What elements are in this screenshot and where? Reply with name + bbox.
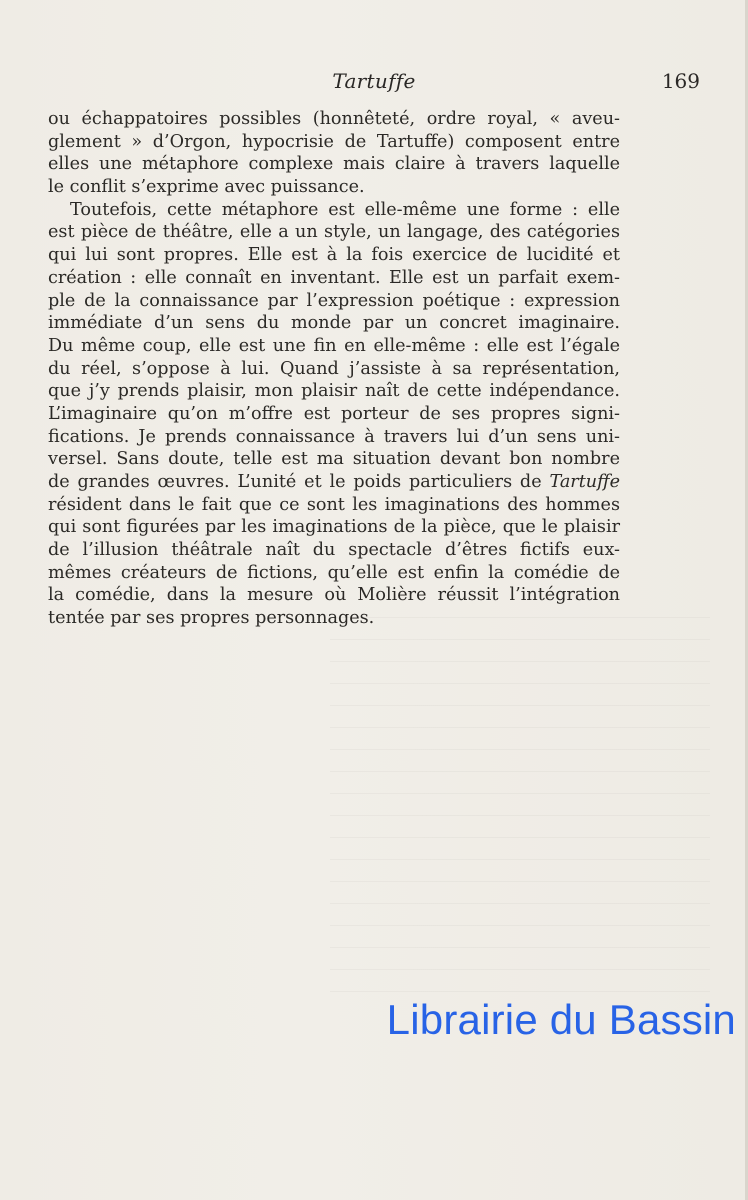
running-head [48,66,700,96]
text-line: la comédie, dans la mesure où Molière réussit l’intégration [48,585,620,606]
text-line: glement » d’Orgon, hypocrisie de Tartuffe) composent entre [48,131,620,152]
text-line: versel. Sans doute, telle est ma situation devant bon nombre [48,449,620,470]
paragraph-1 [48,108,620,199]
text-line: L’imaginaire qu’on m’offre est porteur de ses propres signi- [48,403,620,424]
text-line: est pièce de théâtre, elle a un style, un langage, des catégories [48,222,620,243]
text-line: le conflit s’exprime avec puissance. [48,177,365,198]
text-line: mêmes créateurs de fictions, qu’elle est enfin la comédie de [48,562,620,583]
text-line: fications. Je prends connaissance à travers lui d’un sens uni- [48,426,620,447]
body-text [48,108,620,630]
paragraph-2 [48,199,620,630]
text-line: résident dans le fait que ce sont les imaginations des hommes [48,494,620,515]
text-line: immédiate d’un sens du monde par un concret imaginaire. [48,313,620,334]
text-line: Du même coup, elle est une fin en elle-même : elle est l’égale [48,335,620,356]
text-line: de l’illusion théâtrale naît du spectacle d’êtres fictifs eux- [48,540,620,561]
text-line: qui sont figurées par les imaginations de la pièce, que le plaisir [48,517,620,538]
text-line: qui lui sont propres. Elle est à la fois exercice de lucidité et [48,245,620,266]
page-number: 169 [661,69,700,93]
text-line: de grandes œuvres. L’unité et le poids particuliers de Tartuffe [48,472,620,492]
text-line: ou échappatoires possibles (honnêteté, ordre royal, « aveu- [48,109,620,129]
text-line: ple de la connaissance par l’expression poétique : expression [48,290,620,311]
text-line: tentée par ses propres personnages. [48,608,375,629]
text-line: elles une métaphore complexe mais claire à travers laquelle [48,154,620,175]
running-title: Tartuffe [332,69,416,93]
text-line: du réel, s’oppose à lui. Quand j’assiste à sa représentation, [48,358,620,379]
text-line: que j’y prends plaisir, mon plaisir naît de cette indépendance. [48,381,620,402]
text-line: Toutefois, cette métaphore est elle-même une forme : elle [70,199,620,220]
italic-title: Tartuffe [549,472,620,492]
watermark: Librairie du Bassin [386,996,736,1043]
text-line: création : elle connaît en inventant. Elle est un parfait exem- [48,267,620,288]
show-through-text [330,612,710,992]
